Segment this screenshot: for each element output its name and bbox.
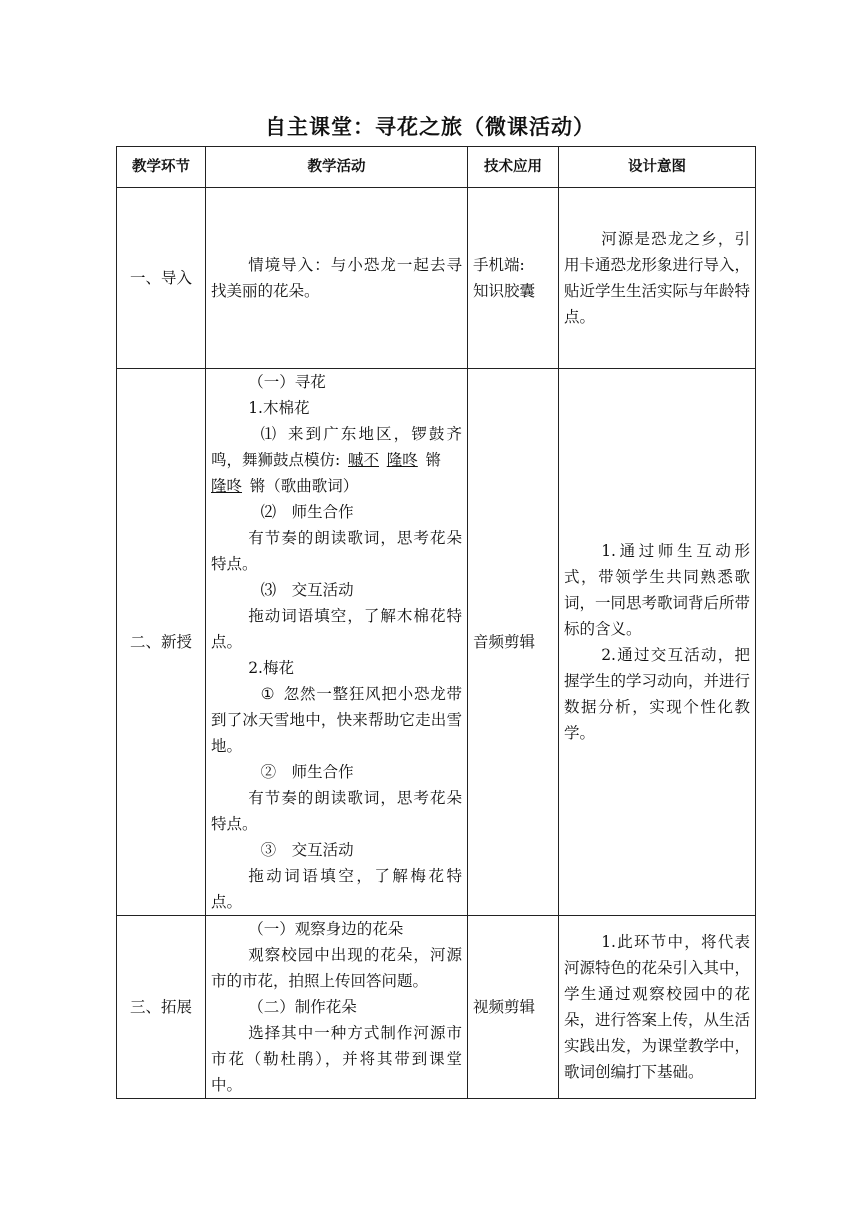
tech-line: 音频剪辑 [473, 633, 536, 651]
tech-cell [468, 188, 559, 369]
step-text: 忽然一整狂风把小恐龙带到了冰天雪地中，快来帮助它走出雪地。 [211, 685, 462, 755]
step-text: 拖动词语填空，了解木棉花特点。 [211, 607, 462, 651]
activity-cell [206, 188, 468, 369]
activity-step: ⑵ 师生合作 [260, 503, 354, 521]
activity-step: ③ 交互活动 [260, 841, 354, 859]
beat-word: 锵（歌曲歌词） [249, 477, 359, 495]
table-header-row [117, 147, 756, 188]
tech-cell [468, 369, 559, 916]
table-row [117, 916, 756, 1099]
stage-cell: 一、导入 [117, 188, 206, 369]
step-text: 有节奏的朗读歌词，思考花朵特点。 [211, 529, 462, 573]
beat-word: 隆咚 [386, 451, 418, 469]
step-text: 拖动词语填空，了解梅花特点。 [211, 867, 462, 911]
step-text: 有节奏的朗读歌词，思考花朵特点。 [211, 789, 462, 833]
step-number: ① [260, 685, 276, 703]
section-heading: （一）观察身边的花朵 [248, 920, 404, 938]
intent-cell [559, 916, 756, 1099]
table-row [117, 369, 756, 916]
intent-text: 河源是恐龙之乡，引用卡通恐龙形象进行导入，贴近学生生活实际与年龄特点。 [564, 230, 751, 326]
stage-cell: 三、拓展 [117, 916, 206, 1099]
item-heading: 2.梅花 [248, 659, 294, 677]
activity-text: 情境导入：与小恐龙一起去寻找美丽的花朵。 [211, 256, 462, 300]
beat-word: 隆咚 [211, 477, 243, 495]
tech-line: 知识胶囊 [473, 282, 536, 300]
activity-cell [206, 916, 468, 1099]
intent-text: 1.此环节中，将代表河源特色的花朵引入其中，学生通过观察校园中的花朵，进行答案上传，从生活实践出发，为课堂教学中，歌词创编打下基础。 [564, 933, 751, 1081]
activity-cell [206, 369, 468, 916]
header-activity: 教学活动 [206, 147, 468, 188]
activity-step: ⑶ 交互活动 [260, 581, 354, 599]
intent-cell [559, 369, 756, 916]
section-heading: （一）寻花 [248, 373, 326, 391]
header-stage: 教学环节 [117, 147, 206, 188]
intent-text: 2.通过交互活动，把握学生的学习动向，并进行数据分析，实现个性化教学。 [564, 646, 751, 742]
tech-line: 手机端: [473, 256, 525, 274]
tech-line: 视频剪辑 [473, 998, 536, 1016]
activity-step [211, 681, 462, 759]
intent-cell [559, 188, 756, 369]
activity-step [211, 421, 462, 499]
activity-step: ② 师生合作 [260, 763, 354, 781]
item-heading: 1.木棉花 [248, 399, 310, 417]
step-number: ⑴ [260, 425, 279, 443]
tech-cell [468, 916, 559, 1099]
beat-word: 嘁不 [347, 451, 379, 469]
table-row [117, 188, 756, 369]
section-heading: （二）制作花朵 [248, 998, 357, 1016]
header-tech: 技术应用 [468, 147, 559, 188]
page-title: 自主课堂：寻花之旅（微课活动） [265, 115, 595, 139]
header-intent: 设计意图 [559, 147, 756, 188]
activity-text: 观察校园中出现的花朵，河源市的市花，拍照上传回答问题。 [211, 946, 462, 990]
activity-text: 选择其中一种方式制作河源市市花（勒杜鹃），并将其带到课堂中。 [211, 1024, 462, 1094]
intent-text: 1.通过师生互动形式，带领学生共同熟悉歌词，一同思考歌词背后所带标的含义。 [564, 542, 751, 638]
lesson-plan-table [116, 146, 756, 1099]
step-text: 来到广东地区，锣鼓齐鸣，舞狮鼓点模仿: [211, 425, 462, 469]
stage-cell: 二、新授 [117, 369, 206, 916]
beat-word: 锵 [425, 451, 442, 469]
